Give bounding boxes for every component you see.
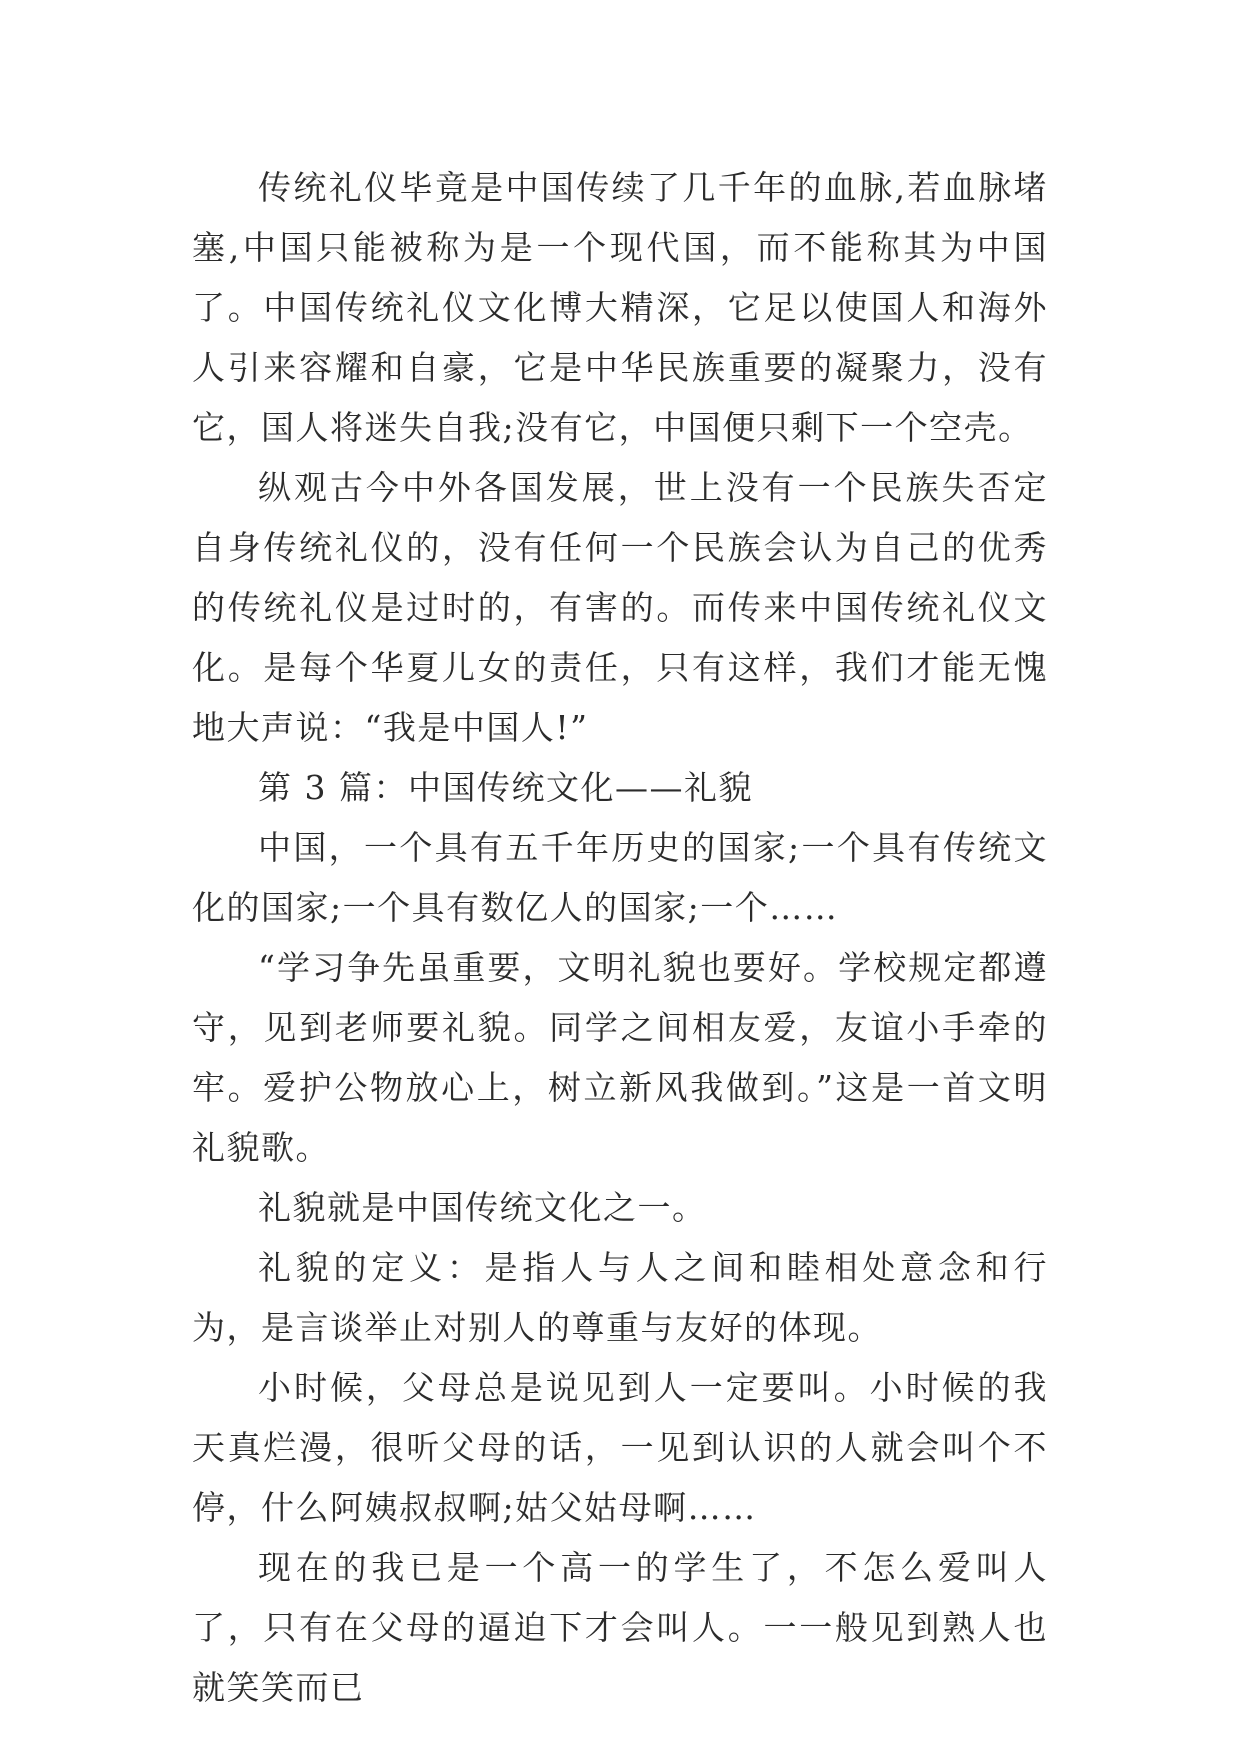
- section-heading: [192, 758, 1048, 818]
- paragraph-5: [192, 1178, 1048, 1238]
- paragraph-3-text: 中国，一个具有五千年历史的国家;一个具有传统文化的国家;一个具有数亿人的国家;一个……: [192, 828, 1048, 927]
- paragraph-7: [192, 1358, 1048, 1538]
- document-body: [192, 158, 1048, 1718]
- paragraph-6: [192, 1238, 1048, 1358]
- paragraph-1-text: 传统礼仪毕竟是中国传续了几千年的血脉,若血脉堵塞,中国只能被称为是一个现代国，而不能称其为中国了。中国传统礼仪文化博大精深，它足以使国人和海外人引来容耀和自豪，它是中华民族重要的凝聚力，没有它，国人将迷失自我;没有它，中国便只剩下一个空壳。: [192, 168, 1048, 447]
- paragraph-6-text: 礼貌的定义：是指人与人之间和睦相处意念和行为，是言谈举止对别人的尊重与友好的体现。: [192, 1248, 1048, 1347]
- paragraph-8-text: 现在的我已是一个高一的学生了，不怎么爱叫人了，只有在父母的逼迫下才会叫人。一一般见到熟人也就笑笑而已: [192, 1548, 1048, 1707]
- paragraph-2-text: 纵观古今中外各国发展，世上没有一个民族失否定自身传统礼仪的，没有任何一个民族会认为自己的优秀的传统礼仪是过时的，有害的。而传来中国传统礼仪文化。是每个华夏儿女的责任，只有这样，我们才能无愧地大声说：“我是中国人!”: [192, 468, 1048, 747]
- paragraph-4: [192, 938, 1048, 1178]
- paragraph-2: [192, 458, 1048, 758]
- paragraph-4-text: “学习争先虽重要，文明礼貌也要好。学校规定都遵守，见到老师要礼貌。同学之间相友爱，友谊小手牵的牢。爱护公物放心上，树立新风我做到。”这是一首文明礼貌歌。: [192, 948, 1048, 1167]
- paragraph-8: [192, 1538, 1048, 1718]
- section-heading-text: 第 3 篇：中国传统文化——礼貌: [258, 768, 753, 807]
- paragraph-3: [192, 818, 1048, 938]
- paragraph-5-text: 礼貌就是中国传统文化之一。: [258, 1188, 707, 1227]
- paragraph-7-text: 小时候，父母总是说见到人一定要叫。小时候的我天真烂漫，很听父母的话，一见到认识的人就会叫个不停，什么阿姨叔叔啊;姑父姑母啊……: [192, 1368, 1048, 1527]
- paragraph-1: [192, 158, 1048, 458]
